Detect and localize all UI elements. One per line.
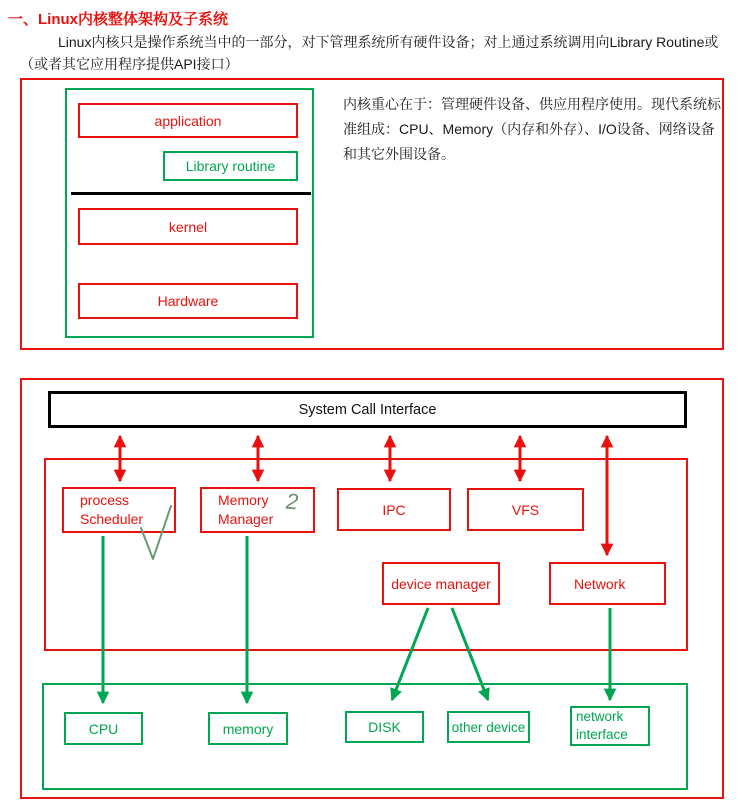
memory-manager-line1: Memory: [218, 492, 269, 508]
cpu-box: [64, 712, 143, 745]
application-label: application: [154, 112, 222, 129]
hardware-box: [78, 283, 298, 319]
network-interface-line1: network: [576, 709, 624, 724]
process-scheduler-line2: Scheduler: [80, 511, 144, 527]
network-interface-box: [570, 706, 650, 746]
disk-box: [345, 711, 424, 743]
library-routine-label: Library routine: [185, 158, 276, 174]
other-device-label: other device: [451, 719, 526, 735]
kernel-box: [78, 208, 298, 245]
kernel-boundary-line: [71, 192, 311, 195]
kernel-label: kernel: [168, 218, 208, 235]
process-scheduler-box: [62, 487, 176, 533]
device-manager-label: device manager: [391, 575, 491, 592]
memory-label: memory: [222, 720, 274, 737]
memory-manager-line2: Manager: [218, 511, 274, 527]
network-label: Network: [574, 575, 626, 592]
ipc-label: IPC: [382, 501, 406, 518]
memory-box: [208, 712, 288, 745]
disk-label: DISK: [368, 719, 401, 735]
system-call-interface-box: [48, 391, 687, 428]
intro-paragraph: Linux内核只是操作系统当中的一部分，对下管理系统所有硬件设备；对上通过系统调用向Library Routine或（或者其它应用程序提供API接口）: [20, 34, 719, 72]
cpu-label: CPU: [88, 720, 119, 737]
application-box: [78, 103, 298, 138]
vfs-box: [467, 488, 584, 531]
network-box: [549, 562, 666, 605]
other-device-box: [447, 711, 530, 743]
vfs-label: VFS: [511, 501, 540, 518]
process-scheduler-line1: process: [80, 492, 130, 508]
hardware-label: Hardware: [157, 293, 219, 309]
kernel-description: 内核重心在于：管理硬件设备、供应用程序使用。现代系统标准组成：CPU、Memory（内存和外存）、I/O设备、网络设备和其它外围设备。: [343, 96, 721, 162]
handwritten-note: 2: [285, 488, 300, 515]
device-manager-box: [382, 562, 500, 605]
page-title: 一、Linux内核整体架构及子系统: [8, 11, 228, 28]
ipc-box: [337, 488, 451, 531]
system-call-interface-label: System Call Interface: [298, 401, 437, 418]
library-routine-box: [163, 151, 298, 181]
network-interface-line2: interface: [576, 727, 628, 742]
